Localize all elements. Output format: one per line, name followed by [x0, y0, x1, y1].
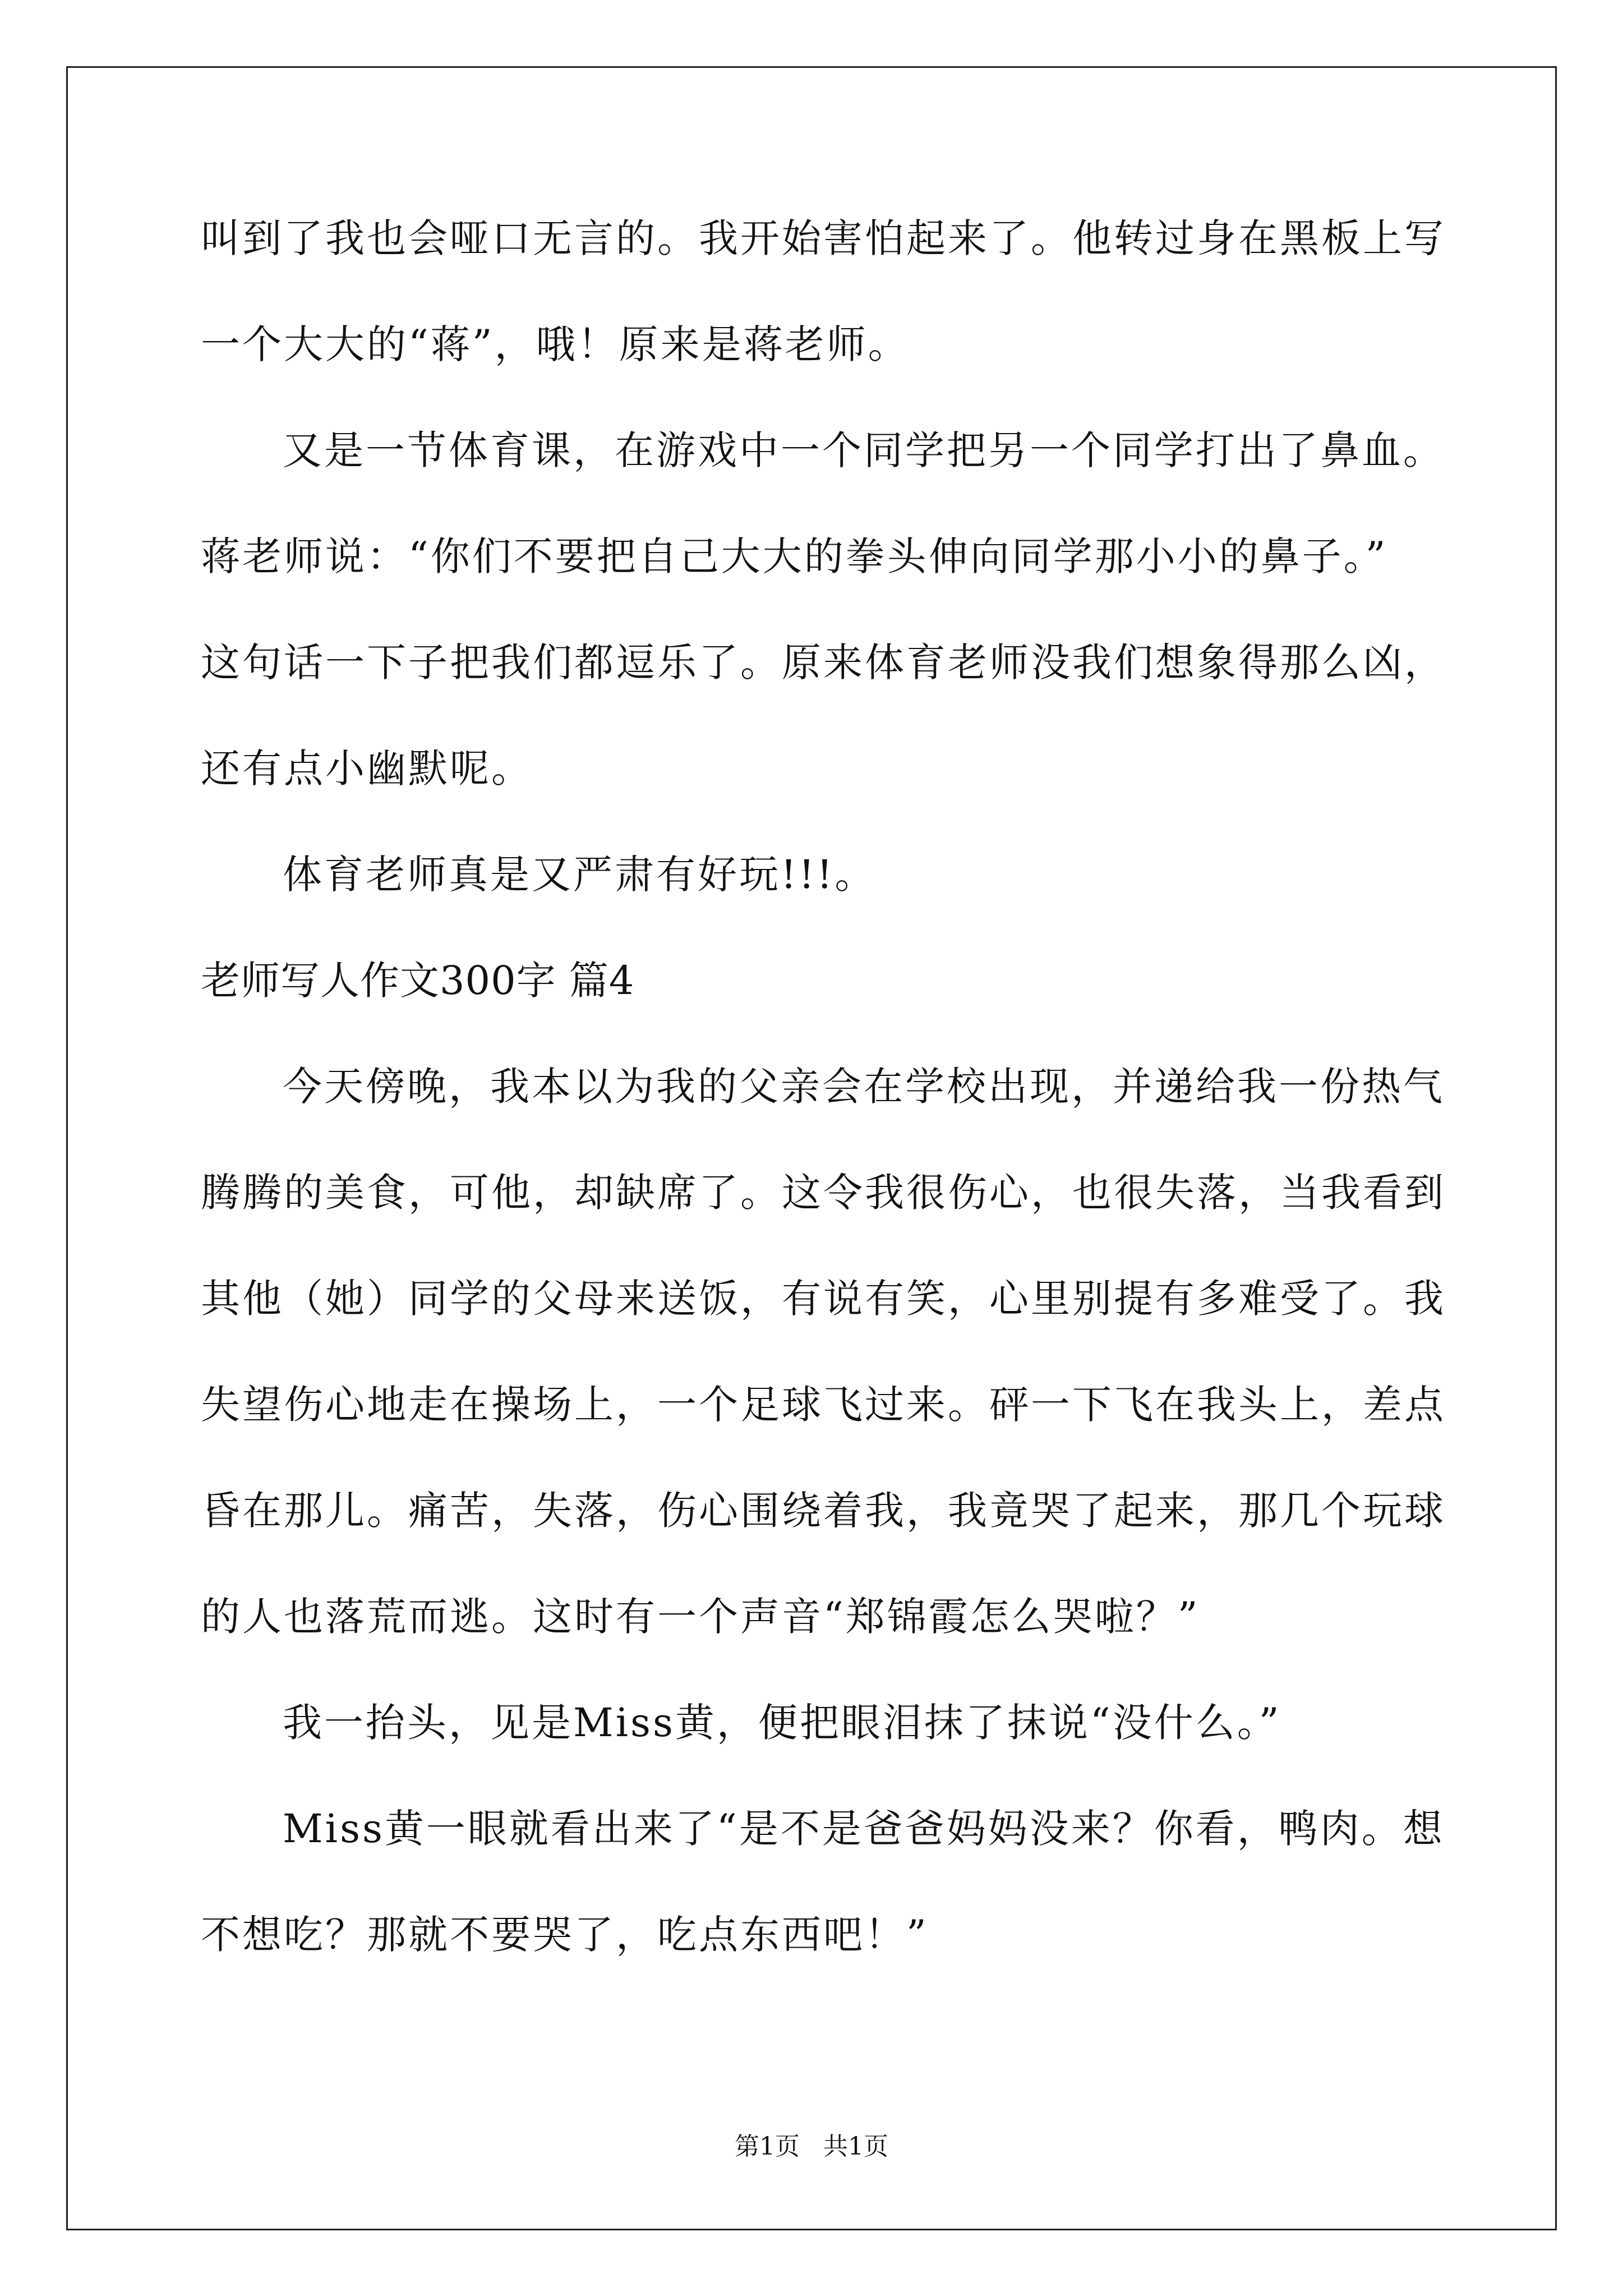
paragraph-line: 我一抬头，见是Miss黄，便把眼泪抹了抹说“没什么。”	[283, 1700, 1281, 1746]
document-body	[201, 215, 1446, 2018]
paragraph-line: Miss黄一眼就看出来了“是不是爸爸妈妈没来？你看，鸭肉。想	[283, 1806, 1445, 1852]
paragraph-line: 这句话一下子把我们都逗乐了。原来体育老师没我们想象得那么凶，	[201, 639, 1446, 685]
paragraph-line: 还有点小幽默呢。	[201, 746, 533, 792]
paragraph-line: 昏在那儿。痛苦，失落，伤心围绕着我，我竟哭了起来，那几个玩球	[201, 1488, 1446, 1534]
paragraph-line: 不想吃？那就不要哭了，吃点东西吧！”	[201, 1912, 929, 1958]
paragraph-line: 体育老师真是又严肃有好玩!!!。	[283, 852, 877, 898]
paragraph-line: 的人也落荒而逃。这时有一个声音“郑锦霞怎么哭啦？”	[201, 1594, 1200, 1640]
paragraph-line: 失望伤心地走在操场上，一个足球飞过来。砰一下飞在我头上，差点	[201, 1382, 1446, 1428]
page-footer: 第1页 共1页	[735, 2132, 888, 2161]
paragraph-line: 又是一节体育课，在游戏中一个同学把另一个同学打出了鼻血。	[283, 427, 1445, 473]
paragraph-line: 一个大大的“蒋”，哦！原来是蒋老师。	[201, 321, 910, 367]
paragraph-line: 蒋老师说：“你们不要把自己大大的拳头伸向同学那小小的鼻子。”	[201, 533, 1388, 579]
paragraph-line: 叫到了我也会哑口无言的。我开始害怕起来了。他转过身在黑板上写	[201, 215, 1446, 261]
section-heading: 老师写人作文300字 篇4	[201, 958, 635, 1004]
paragraph-line: 腾腾的美食，可他，却缺席了。这令我很伤心，也很失落，当我看到	[201, 1170, 1446, 1216]
paragraph-line: 其他（她）同学的父母来送饭，有说有笑，心里别提有多难受了。我	[201, 1276, 1446, 1322]
paragraph-line: 今天傍晚，我本以为我的父亲会在学校出现，并递给我一份热气	[283, 1064, 1445, 1110]
